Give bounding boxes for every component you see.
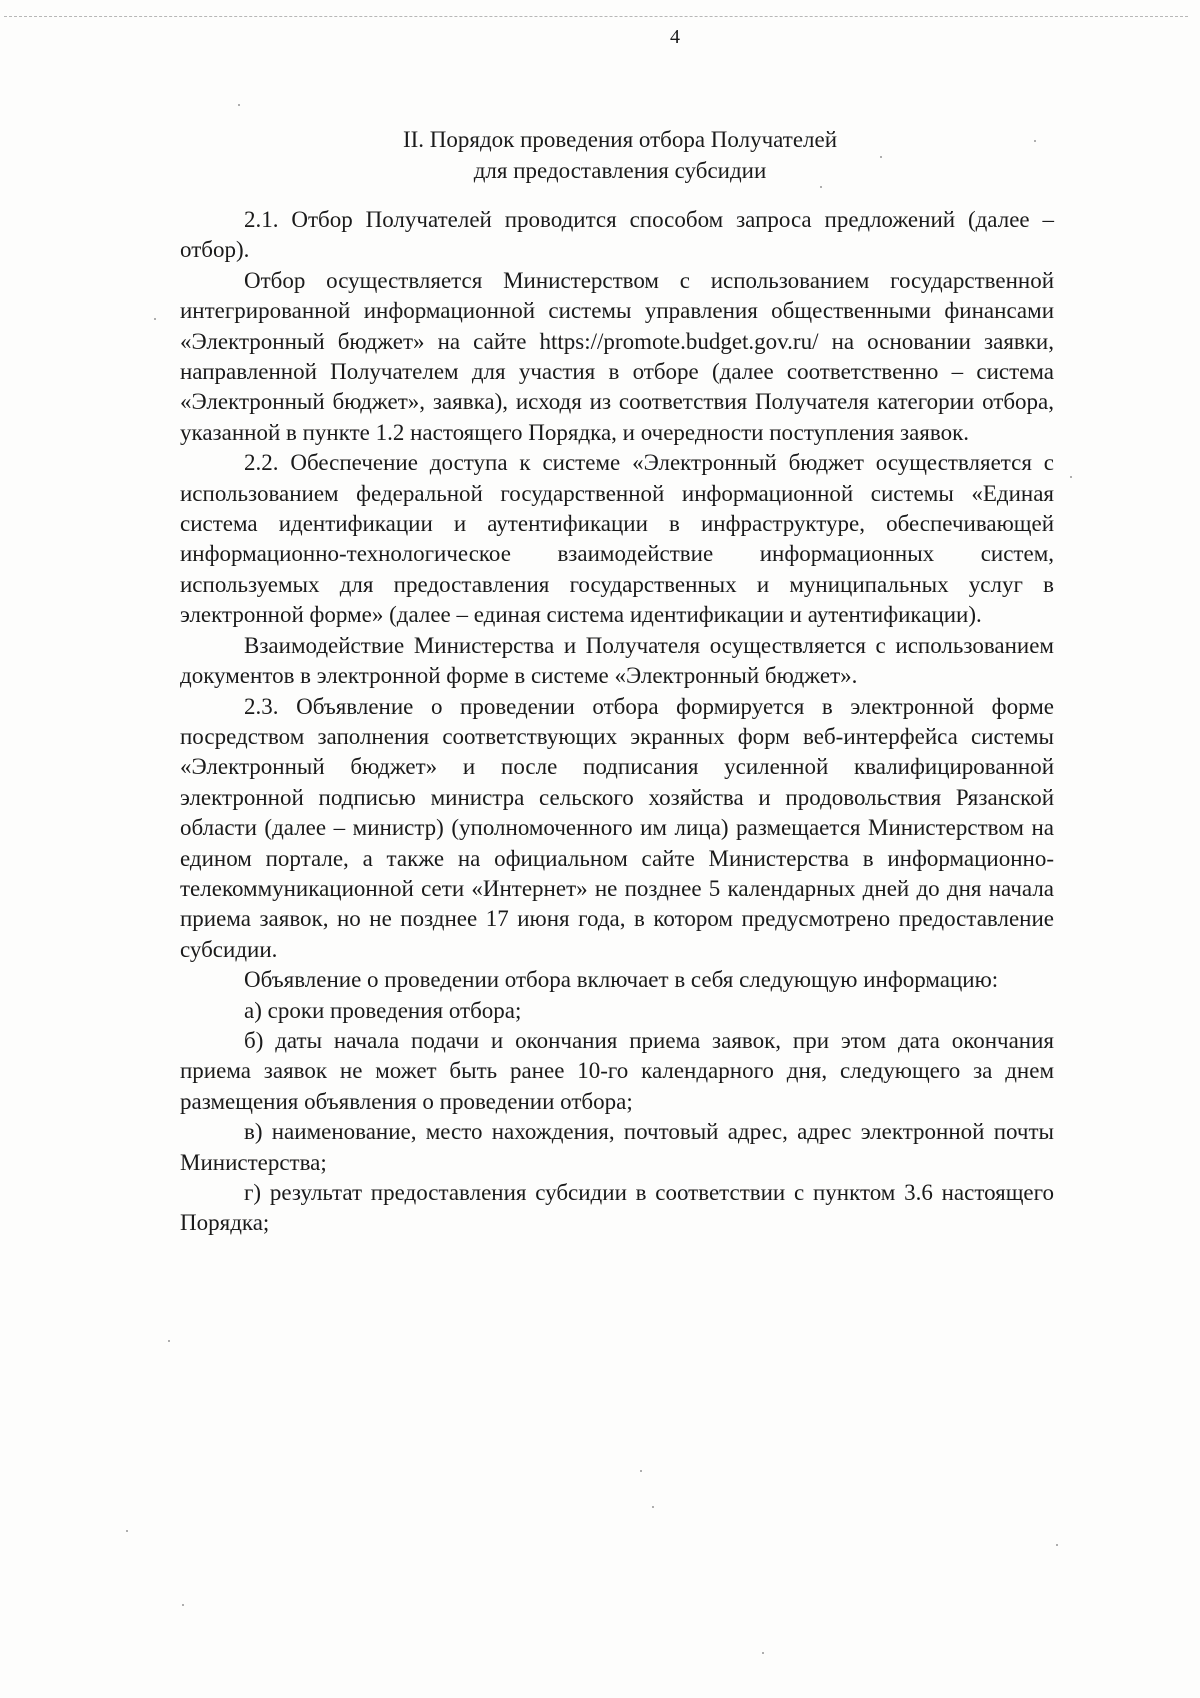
scan-speck [880,156,882,158]
scan-speck [1070,476,1072,478]
section-heading-line-2: для предоставления субсидии [473,158,767,183]
scan-speck [238,104,240,106]
document-body [180,205,1054,1239]
scan-speck [154,318,156,320]
paragraph-announcement-contents: Объявление о проведении отбора включает в себя следующую информацию: [244,967,999,993]
paragraph-selection-method: Отбор осуществляется Министерством с использованием государственной интегрированной информационной системы управления общественными финансами «Электронный бюджет» на сайте https://promote.budget.gov.ru/ на основании заявки, направленной Получателем для участия в отборе (далее соответственно – система «Электронный бюджет», заявка), исходя из соответствия Получателя категории отбора, указанной в пункте 1.2 настоящего Порядка, и очередности поступления заявок. [180,267,1054,445]
scan-speck [168,1340,170,1342]
page-number: 4 [670,26,680,48]
scan-speck [126,1530,128,1532]
paragraph-2-1: 2.1. Отбор Получателей проводится способом запроса предложений (далее – отбор). [180,207,1054,263]
section-heading-line-1: II. Порядок проведения отбора Получателей [402,127,838,152]
paragraph-2-2: 2.2. Обеспечение доступа к системе «Электронный бюджет осуществляется с использованием федеральной государственной информационной системы «Единая система идентификации и аутентификации в инфраструктуре, обеспечивающей информационно-технологическое взаимодействие информационных систем, используемых для предоставления государственных и муниципальных услуг в электронной форме» (далее – единая система идентификации и аутентификации). [180,450,1054,628]
scan-speck [182,1604,184,1606]
list-item-b: б) даты начала подачи и окончания приема заявок, при этом дата окончания приема заявок не может быть ранее 10-го календарного дня, следующего за днем размещения объявления о проведении отбора; [180,1027,1054,1114]
scan-speck [652,1506,654,1508]
list-item-v: в) наименование, место нахождения, почтовый адрес, адрес электронной почты Министерства; [180,1119,1054,1175]
paragraph-interaction: Взаимодействие Министерства и Получателя осуществляется с использованием документов в электронной форме в системе «Электронный бюджет». [180,632,1054,689]
list-item-a: а) сроки проведения отбора; [244,997,522,1023]
paragraph-2-3: 2.3. Объявление о проведении отбора формируется в электронной форме посредством заполнения соответствующих экранных форм веб-интерфейса системы «Электронный бюджет» и после подписания усиленной квалифицированной электронной подписью министра сельского хозяйства и продовольствия Рязанской области (далее – министр) (уполномоченного им лица) размещается Министерством на едином портале, а также на официальном сайте Министерства в информационно-телекоммуникационной сети «Интернет» не позднее 5 календарных дней до дня начала приема заявок, но не позднее 17 июня года, в котором предусмотрено предоставление субсидии. [180,693,1054,962]
section-heading [180,124,1060,186]
scan-speck [1034,140,1036,142]
scan-edge-rule [4,16,1188,17]
scan-speck [820,186,822,188]
scan-speck [640,1470,642,1472]
scan-speck [762,1652,764,1654]
scan-speck [1056,1544,1058,1546]
list-item-g: г) результат предоставления субсидии в соответствии с пунктом 3.6 настоящего Порядка; [180,1180,1054,1236]
